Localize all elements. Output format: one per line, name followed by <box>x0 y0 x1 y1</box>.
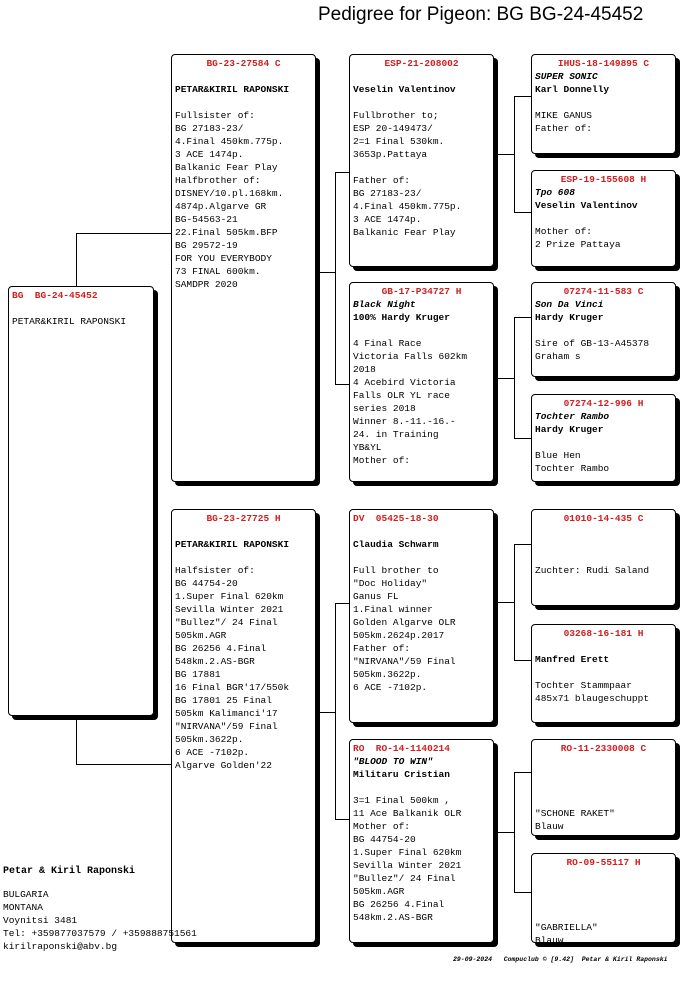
connector <box>335 384 349 385</box>
sdd-notes: Blue Hen Tochter Rambo <box>535 450 610 474</box>
sds-name: Son Da Vinci <box>535 299 604 310</box>
connector <box>335 819 349 820</box>
dam-sire-notes: Full brother to "Doc Holiday" Ganus FL 1.Final winner Golden Algarve OLR 505km.2624p.2017 Father of: "NIRVANA"/59 Final 505km.3622p. 6 ACE -7102p. <box>353 565 456 693</box>
dss-notes: Zuchter: Rudi Saland <box>535 565 650 576</box>
connector <box>320 272 335 273</box>
connector <box>76 233 171 234</box>
sire-dam-owner: 100% Hardy Kruger <box>353 312 450 323</box>
dam-dam-card[interactable] <box>349 739 494 943</box>
ssd-owner: Veselin Valentinov <box>535 200 638 211</box>
sdd-ring: 07274-12-996 H <box>563 398 644 409</box>
subject-ring: BG BG-24-45452 <box>12 290 98 301</box>
dam-dam-ring: RO RO-14-1140214 <box>353 743 450 754</box>
breeder-name: Petar & Kiril Raponski <box>3 866 136 877</box>
footer-meta: 29-09-2024 Compuclub © [9.42] Petar & Kiril Raponski <box>453 956 668 963</box>
sds-card[interactable] <box>531 282 676 377</box>
dss-card[interactable] <box>531 509 676 606</box>
connector <box>514 772 531 773</box>
sss-ring: IHUS-18-149895 C <box>557 58 650 69</box>
connector <box>514 317 515 438</box>
sire-notes: Fullsister of: BG 27183-23/ 4.Final 450km.775p. 3 ACE 1474p. Balkanic Fear Play Halfbrother of: DISNEY/10.pl.168km. 4874p.Algarve GR BG-54563-21 22.Final 505km.BFP BG 29572-19 FOR YOU EVERYBODY 73 FINAL 600km. SAMDPR 2020 <box>175 110 284 290</box>
ddd-card[interactable] <box>531 853 676 943</box>
sds-ring: 07274-11-583 C <box>563 286 644 297</box>
sds-notes: Sire of GB-13-A45378 Graham s <box>535 338 650 362</box>
ddd-ring: RO-09-55117 H <box>566 857 641 868</box>
sdd-owner: Hardy Kruger <box>535 424 604 435</box>
sire-dam-ring: GB-17-P34727 H <box>381 286 462 297</box>
sire-dam-name: Black Night <box>353 299 416 310</box>
connector <box>76 233 77 286</box>
dds-ring: RO-11-2330008 C <box>560 743 647 754</box>
sire-owner: PETAR&KIRIL RAPONSKI <box>175 84 290 95</box>
sire-ring: BG-23-27584 C <box>206 58 281 69</box>
sire-sire-notes: Fullbrother to; ESP 20-149473/ 2=1 Final 530km. 3653p.Pattaya Father of: BG 27183-23/ 4.Final 450km.775p. 3 ACE 1474p. Balkanic Fear Play <box>353 110 462 238</box>
connector <box>514 317 531 318</box>
connector <box>497 378 514 379</box>
subject-owner: PETAR&KIRIL RAPONSKI <box>12 316 127 327</box>
connector <box>514 212 531 213</box>
ssd-notes: Mother of: 2 Prize Pattaya <box>535 226 621 250</box>
dds-notes: "SCHONE RAKET" Blauw <box>535 808 615 832</box>
dam-sire-ring: DV 05425-18-30 <box>353 513 439 524</box>
connector <box>514 438 531 439</box>
connector <box>76 716 77 764</box>
sire-card[interactable] <box>171 54 316 482</box>
dam-ring: BG-23-27725 H <box>206 513 281 524</box>
connector <box>76 764 171 765</box>
dam-dam-name: "BLOOD TO WIN" <box>353 756 433 767</box>
connector <box>514 772 515 892</box>
connector <box>514 544 531 545</box>
connector <box>514 892 531 893</box>
sss-card[interactable] <box>531 54 676 154</box>
connector <box>514 96 515 212</box>
ssd-card[interactable] <box>531 170 676 267</box>
dsd-owner: Manfred Erett <box>535 654 610 665</box>
subject-card[interactable] <box>8 286 154 716</box>
connector <box>335 603 349 604</box>
sss-name: SUPER SONIC <box>535 71 598 82</box>
sss-notes: MIKE GANUS Father of: <box>535 110 593 134</box>
sdd-name: Tochter Rambo <box>535 411 610 422</box>
sire-sire-ring: ESP-21-208002 <box>384 58 459 69</box>
dsd-card[interactable] <box>531 624 676 723</box>
breeder-address: BULGARIA MONTANA Voynitsi 3481 Tel: +359877037579 / +359888751561 kirilraponski@abv.bg <box>3 889 197 952</box>
sire-sire-card[interactable] <box>349 54 494 267</box>
connector <box>497 154 514 155</box>
dam-sire-owner: Claudia Schwarm <box>353 539 439 550</box>
connector <box>497 832 514 833</box>
ddd-notes: "GABRIELLA" Blauw <box>535 922 598 943</box>
page-title: Pedigree for Pigeon: BG BG-24-45452 <box>318 4 644 25</box>
connector <box>514 96 531 97</box>
dss-ring: 01010-14-435 C <box>563 513 644 524</box>
dam-sire-card[interactable] <box>349 509 494 723</box>
connector <box>320 712 335 713</box>
sdd-card[interactable] <box>531 394 676 482</box>
connector <box>335 172 349 173</box>
dds-card[interactable] <box>531 739 676 836</box>
dam-dam-notes: 3=1 Final 500km , 11 Ace Balkanik OLR Mother of: BG 44754-20 1.Super Final 620km Sevilla Winter 2021 "Bullez"/ 24 Final 505km.AGR BG 26256 4.Final 548km.2.AS-BGR <box>353 795 462 923</box>
connector <box>514 660 531 661</box>
sss-owner: Karl Donnelly <box>535 84 610 95</box>
dsd-notes: Tochter Stammpaar 485x71 blaugeschuppt <box>535 680 650 704</box>
ssd-name: Tpo 608 <box>535 187 575 198</box>
sds-owner: Hardy Kruger <box>535 312 604 323</box>
sire-dam-card[interactable] <box>349 282 494 482</box>
connector <box>514 544 515 660</box>
dsd-ring: 03268-16-181 H <box>563 628 644 639</box>
connector <box>335 172 336 384</box>
dam-owner: PETAR&KIRIL RAPONSKI <box>175 539 290 550</box>
dam-card[interactable] <box>171 509 316 943</box>
ssd-ring: ESP-19-155608 H <box>560 174 647 185</box>
dam-dam-owner: Militaru Cristian <box>353 769 450 780</box>
connector <box>335 603 336 819</box>
dam-notes: Halfsister of: BG 44754-20 1.Super Final 620km Sevilla Winter 2021 "Bullez"/ 24 Final 505km.AGR BG 26256 4.Final 548km.2.AS-BGR BG 17881 16 Final BGR'17/550k BG 17801 25 Final 505km Kalimanci'17 "NIRVANA"/59 Final 505km.3622p. 6 ACE -7102p. Algarve Golden'22 <box>175 565 290 771</box>
sire-dam-notes: 4 Final Race Victoria Falls 602km 2018 4 Acebird Victoria Falls OLR YL race series 2018 Winner 8.-11.-16.- 24. in Training YB&YL Mother of: <box>353 338 468 466</box>
sire-sire-owner: Veselin Valentinov <box>353 84 456 95</box>
connector <box>497 602 514 603</box>
